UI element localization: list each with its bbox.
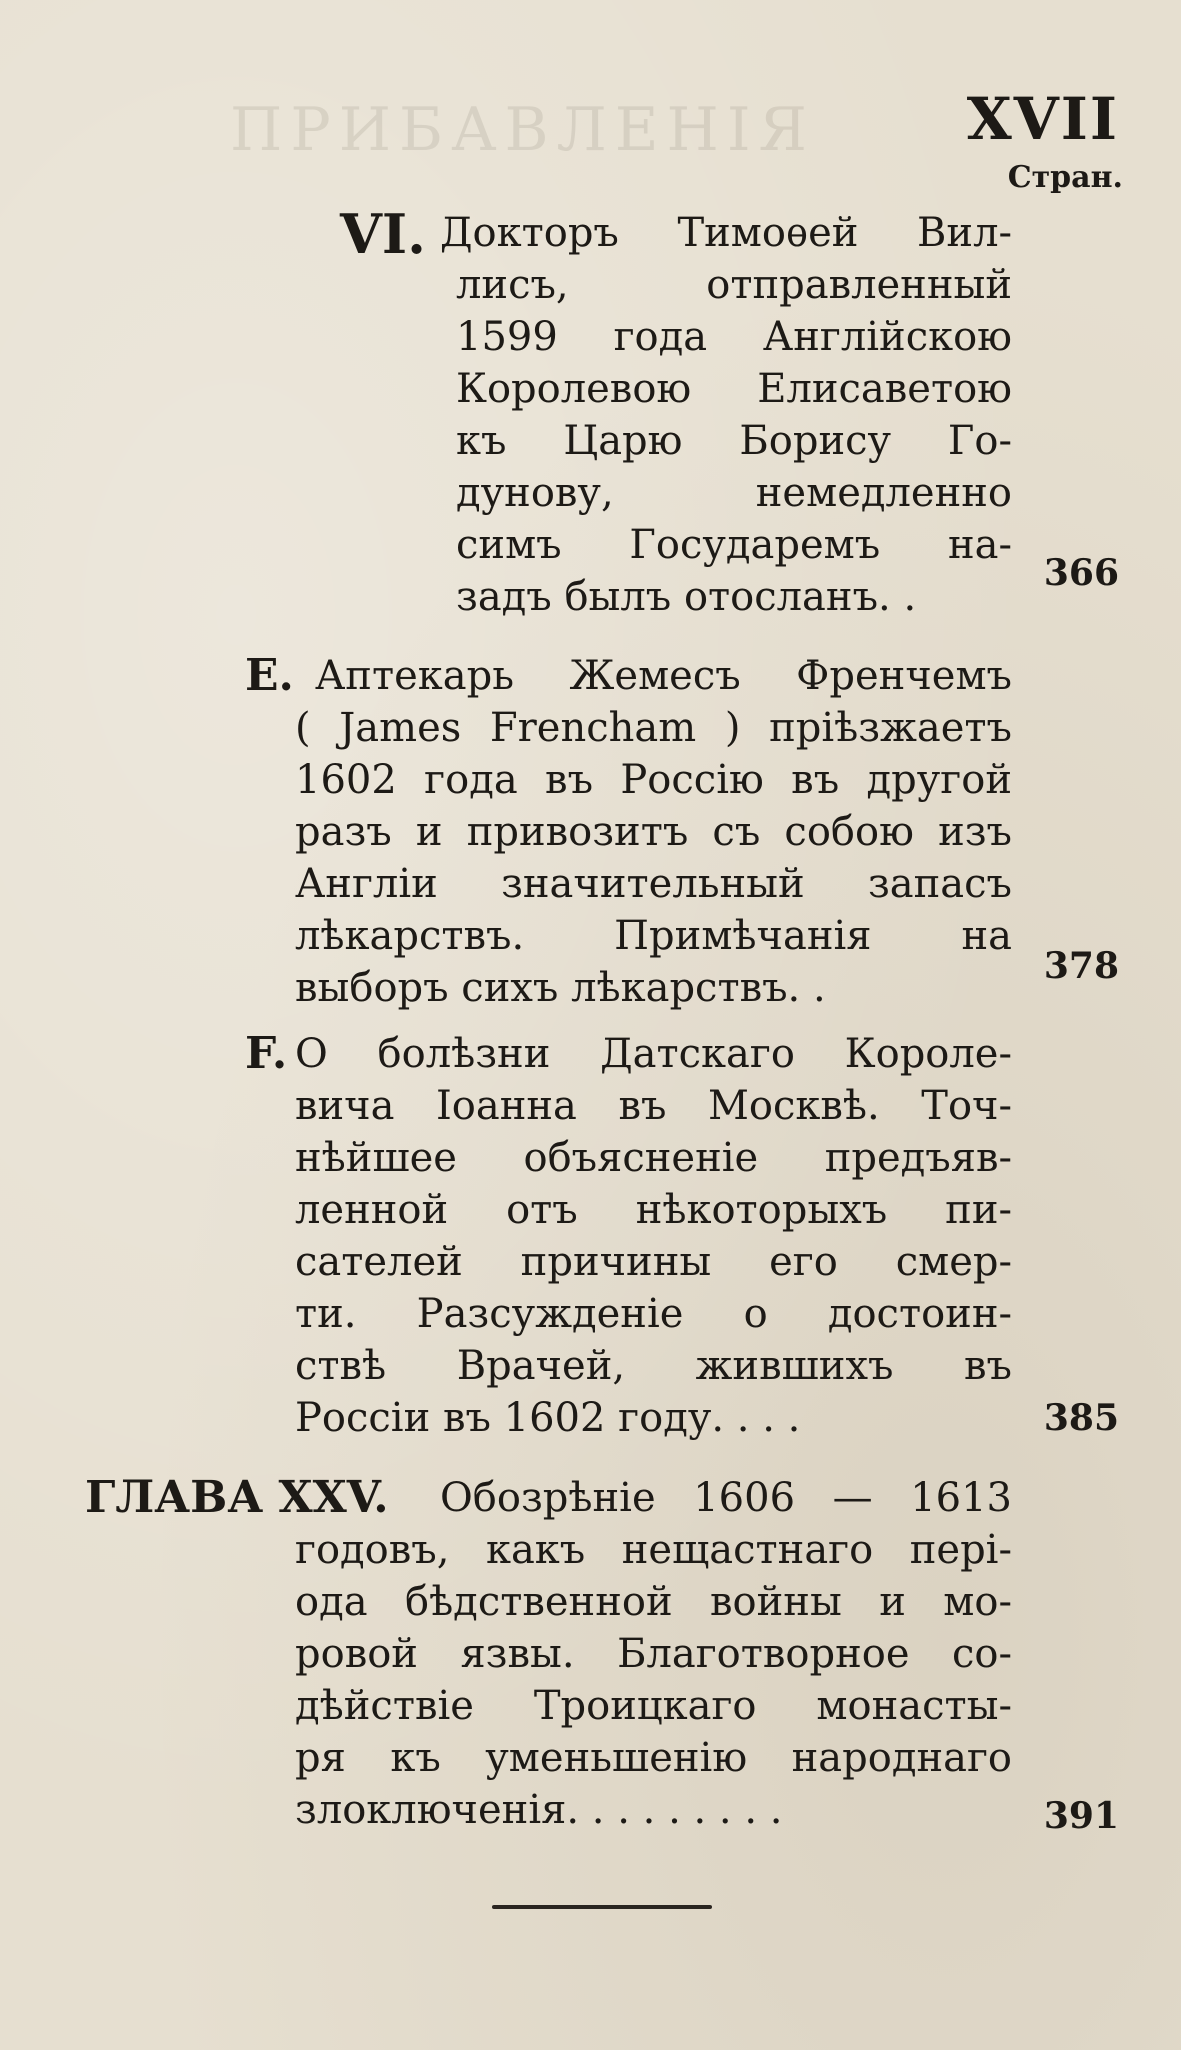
entry-line: Обозрѣніе 1606 — 1613 bbox=[440, 1475, 1012, 1521]
entry-line: лѣкарствъ. Примѣчанія на bbox=[295, 913, 1012, 959]
entry-line: нѣйшее объясненіе предъяв- bbox=[295, 1135, 1012, 1181]
entry-label: VI. bbox=[340, 202, 426, 266]
page-column-label: Стран. bbox=[1007, 160, 1123, 195]
entry-line: ствѣ Врачей, жившихъ въ bbox=[295, 1343, 1012, 1389]
entry-line: къ Царю Борису Го- bbox=[456, 418, 1012, 464]
toc-page-ref: 385 bbox=[1043, 1397, 1119, 1439]
entry-label: E. bbox=[245, 650, 294, 701]
entry-line: Россіи въ 1602 году. . . . bbox=[295, 1395, 801, 1441]
toc-page-ref: 378 bbox=[1043, 945, 1119, 987]
toc-entry-f bbox=[245, 1028, 1025, 1468]
entry-line: лисъ, отправленный bbox=[456, 262, 1012, 308]
entry-line: злоключенія. . . . . . . . . bbox=[295, 1787, 783, 1833]
toc-entry-e bbox=[245, 650, 1025, 1030]
entry-line: дунову, немедленно bbox=[456, 470, 1012, 516]
entry-line: дѣйствіе Троицкаго монасты- bbox=[295, 1683, 1012, 1729]
entry-line: задъ былъ отосланъ. . bbox=[456, 574, 917, 620]
toc-entry-chapter-xxv bbox=[85, 1472, 1025, 1852]
entry-line: ти. Разсужденіе о достоин- bbox=[295, 1291, 1012, 1337]
bleed-through-text: ПРИБАВЛЕНІЯ bbox=[230, 95, 815, 165]
entry-line: годовъ, какъ нещастнаго пері- bbox=[295, 1527, 1012, 1573]
entry-line: Королевою Елисаветою bbox=[456, 366, 1012, 412]
entry-line: вича Іоанна въ Москвѣ. Точ- bbox=[295, 1083, 1012, 1129]
toc-page-ref: 366 bbox=[1043, 552, 1119, 594]
entry-line: ря къ уменьшенію народнаго bbox=[295, 1735, 1012, 1781]
entry-line: выборъ сихъ лѣкарствъ. . bbox=[295, 965, 826, 1011]
toc-page-ref: 391 bbox=[1043, 1795, 1119, 1837]
entry-line: разъ и привозитъ съ собою изъ bbox=[295, 809, 1012, 855]
entry-line: 1599 года Англійскою bbox=[456, 314, 1012, 360]
entry-line: ода бѣдственной войны и мо- bbox=[295, 1579, 1012, 1625]
entry-label: F. bbox=[245, 1028, 288, 1079]
toc-entry-vi bbox=[340, 202, 1012, 627]
entry-line: сателей причины его смер- bbox=[295, 1239, 1012, 1285]
entry-line: ленной отъ нѣкоторыхъ пи- bbox=[295, 1187, 1012, 1233]
entry-line: симъ Государемъ на- bbox=[456, 522, 1012, 568]
entry-label: ГЛАВА XXV. bbox=[85, 1472, 389, 1523]
section-divider bbox=[492, 1905, 712, 1909]
page-number: XVII bbox=[966, 85, 1119, 153]
entry-line: Докторъ Тимоѳей Вил- bbox=[440, 210, 1012, 256]
entry-line: 1602 года въ Россію въ другой bbox=[295, 757, 1012, 803]
entry-line: Англіи значительный запасъ bbox=[295, 861, 1012, 907]
entry-line: ровой язвы. Благотворное со- bbox=[295, 1631, 1012, 1677]
entry-line: ( James Frencham ) пріѣзжаетъ bbox=[295, 705, 1012, 751]
entry-line: О болѣзни Датскаго Короле- bbox=[295, 1031, 1012, 1077]
entry-line: Аптекарь Жемесъ Френчемъ bbox=[315, 653, 1012, 699]
